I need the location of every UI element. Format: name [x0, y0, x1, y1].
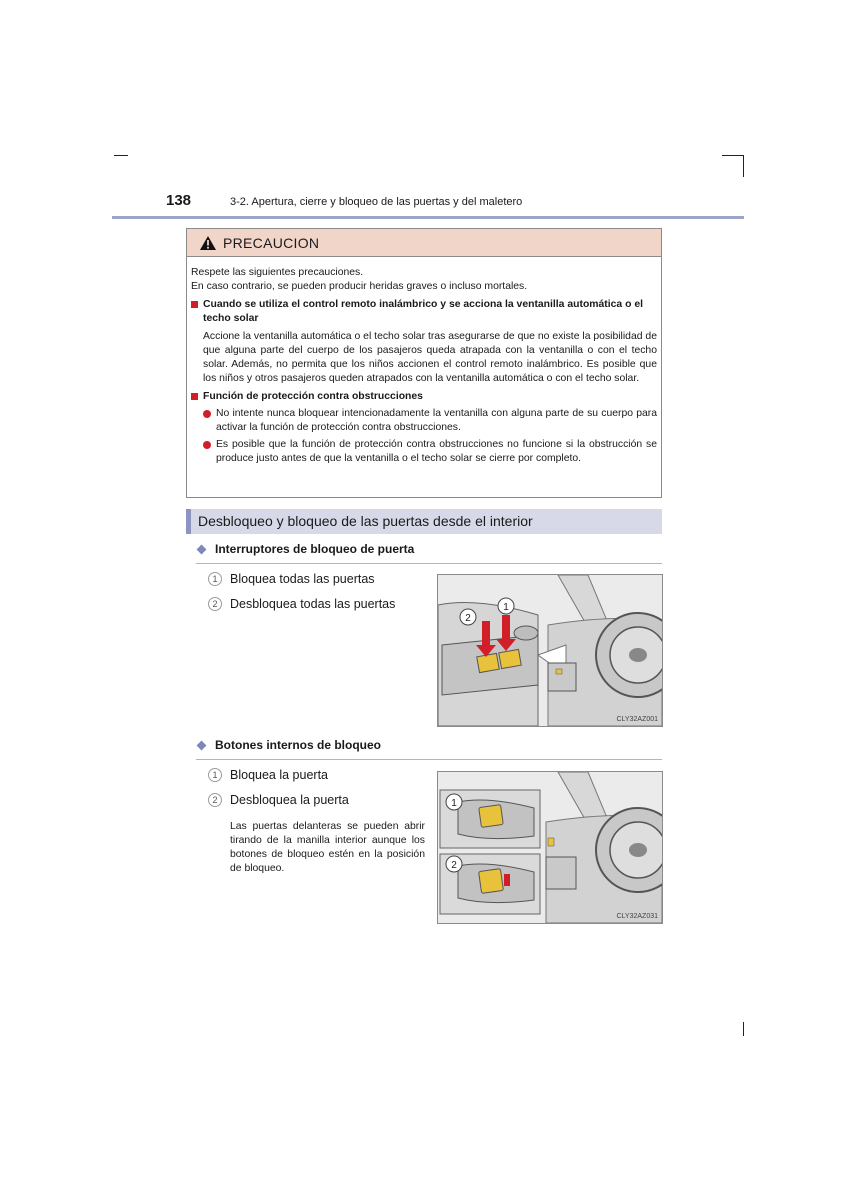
callout-1: 1 — [451, 798, 457, 809]
list-item: 2 Desbloquea la puerta — [208, 793, 349, 807]
section-accent — [186, 509, 191, 534]
callout-1: 1 — [503, 602, 509, 613]
red-dot-bullet-icon — [203, 410, 211, 418]
figure-code: CLY32AZ001 — [616, 716, 658, 723]
warning-icon — [199, 235, 217, 251]
warning-item-1-text: Accione la ventanilla automática o el techo solar tras asegurarse de que no existe la posibilidad de que alguna parte del cuerpo de los pasajeros queda atrapada con la ventanilla o con el techo solar. Además, no permita que los niños accionen el control remoto inalámbrico. Es posible que los niños y otros pasajeros queden atrapados con la ventanilla automática o con el techo solar. — [203, 331, 657, 384]
figure-code: CLY32AZ031 — [616, 913, 658, 920]
section-heading-bar — [186, 509, 662, 534]
warning-header — [187, 229, 661, 257]
section-title: Desbloqueo y bloqueo de las puertas desde el interior — [198, 513, 533, 529]
number-circle: 1 — [208, 768, 222, 782]
red-square-bullet-icon — [191, 301, 198, 308]
diamond-bullet-icon — [197, 545, 207, 555]
figure-inside-lock-buttons — [437, 771, 663, 924]
warning-intro-2: En caso contrario, se pueden producir heridas graves o incluso mortales. — [191, 281, 528, 292]
subsection-heading-door-lock-switches: Interruptores de bloqueo de puerta — [196, 541, 662, 564]
crop-mark-top-left — [114, 155, 128, 156]
crop-mark-top-right — [722, 155, 744, 156]
list-item: 1 Bloquea la puerta — [208, 768, 328, 782]
callout-2: 2 — [451, 860, 457, 871]
warning-box — [186, 228, 662, 498]
note-text: Las puertas delanteras se pueden abrir tirando de la manilla interior aunque los botones de bloqueo estén en la posición de bloqueo. — [230, 821, 425, 874]
warning-bullet: Es posible que la función de protección contra obstrucciones no funcione si la obstrucción se produce justo antes de que la ventanilla o el techo solar se cierre por completo. — [191, 438, 657, 466]
warning-bullet: No intente nunca bloquear intencionadamente la ventanilla con alguna parte de su cuerpo para activar la función de protección contra obstrucciones. — [191, 407, 657, 435]
header-rule — [112, 216, 744, 219]
list-item: 2 Desbloquea todas las puertas — [208, 597, 395, 611]
figure-door-lock-switches — [437, 574, 663, 727]
lock-button-illustration — [438, 772, 662, 923]
chapter-title: 3-2. Apertura, cierre y bloqueo de las puertas y del maletero — [230, 196, 523, 208]
number-circle: 2 — [208, 597, 222, 611]
diamond-bullet-icon — [197, 741, 207, 751]
list-item: 1 Bloquea todas las puertas — [208, 572, 375, 586]
number-circle: 1 — [208, 572, 222, 586]
page-number: 138 — [166, 192, 192, 209]
warning-body — [187, 257, 661, 466]
red-square-bullet-icon — [191, 393, 198, 400]
crop-mark-bottom-right — [743, 1022, 744, 1036]
callout-2: 2 — [465, 613, 471, 624]
warning-item-2-heading: Función de protección contra obstrucciones — [191, 390, 657, 404]
door-switch-illustration — [438, 575, 662, 726]
red-dot-bullet-icon — [203, 441, 211, 449]
warning-intro: Respete las siguientes precauciones. — [191, 267, 364, 278]
number-circle: 2 — [208, 793, 222, 807]
warning-item-1-heading: Cuando se utiliza el control remoto inalámbrico y se acciona la ventanilla automática o el techo solar — [191, 298, 657, 326]
subsection-heading-inside-lock-buttons: Botones internos de bloqueo — [196, 737, 662, 760]
crop-mark-top-right-vertical — [743, 155, 744, 177]
warning-title: PRECAUCION — [223, 234, 320, 251]
